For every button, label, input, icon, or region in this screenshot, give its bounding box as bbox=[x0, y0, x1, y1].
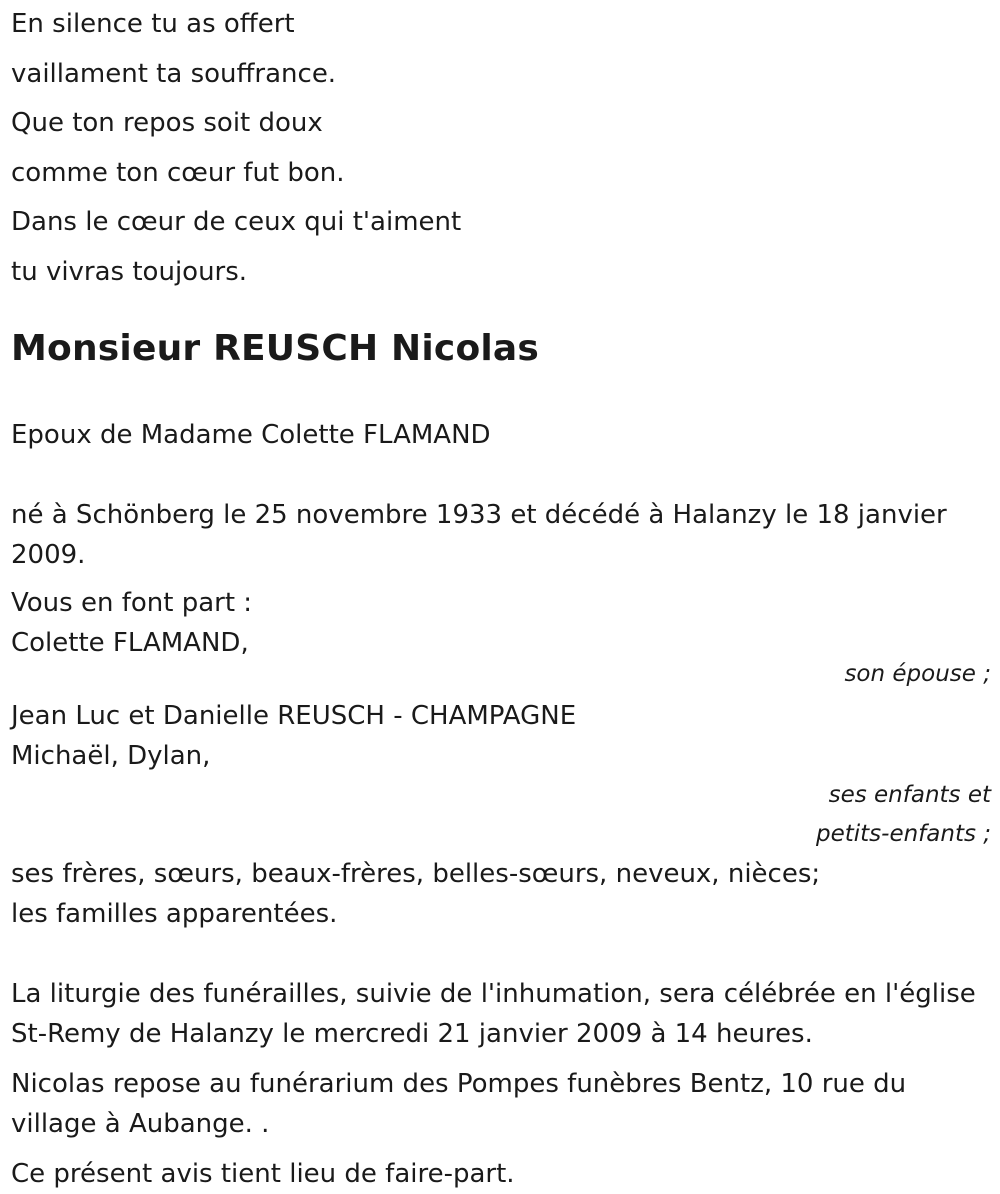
birth-death-dates: né à Schönberg le 25 novembre 1933 et décédé à Halanzy le 18 janvier 2009. bbox=[11, 500, 947, 570]
grandchildren-names: Michaël, Dylan, bbox=[11, 741, 211, 771]
poem bbox=[11, 0, 991, 297]
poem-line: Dans le cœur de ceux qui t'aiment bbox=[11, 207, 462, 237]
liturgy-info: La liturgie des funérailles, suivie de l'inhumation, sera célébrée en l'église St-Remy de Halanzy le mercredi 21 janvier 2009 à 14 heures. bbox=[11, 979, 976, 1049]
siblings: ses frères, sœurs, beaux-frères, belles-sœurs, neveux, nièces; bbox=[11, 859, 821, 889]
poem-line: En silence tu as offert bbox=[11, 9, 295, 39]
deceased-name: Monsieur REUSCH Nicolas bbox=[11, 328, 540, 369]
poem-line: tu vivras toujours. bbox=[11, 256, 248, 287]
related-families: les familles apparentées. bbox=[11, 899, 338, 929]
obituary-page bbox=[11, 0, 991, 1194]
spouse-of: Epoux de Madame Colette FLAMAND bbox=[11, 420, 491, 450]
notice: Ce présent avis tient lieu de faire-part. bbox=[11, 1159, 515, 1189]
poem-line: comme ton cœur fut bon. bbox=[11, 157, 345, 188]
repose-info: Nicolas repose au funérarium des Pompes funèbres Bentz, 10 rue du village à Aubange. . bbox=[11, 1069, 907, 1139]
spouse-name: Colette FLAMAND, bbox=[11, 628, 249, 658]
poem-line: vaillament ta souffrance. bbox=[11, 58, 337, 89]
children-role-line1: ses enfants et bbox=[828, 782, 991, 808]
children-role-line2: petits-enfants ; bbox=[815, 821, 991, 847]
spouse-role: son épouse ; bbox=[844, 661, 991, 687]
announcers-intro: Vous en font part : bbox=[11, 588, 253, 618]
children-names: Jean Luc et Danielle REUSCH - CHAMPAGNE bbox=[11, 701, 577, 731]
poem-line: Que ton repos soit doux bbox=[11, 108, 323, 138]
